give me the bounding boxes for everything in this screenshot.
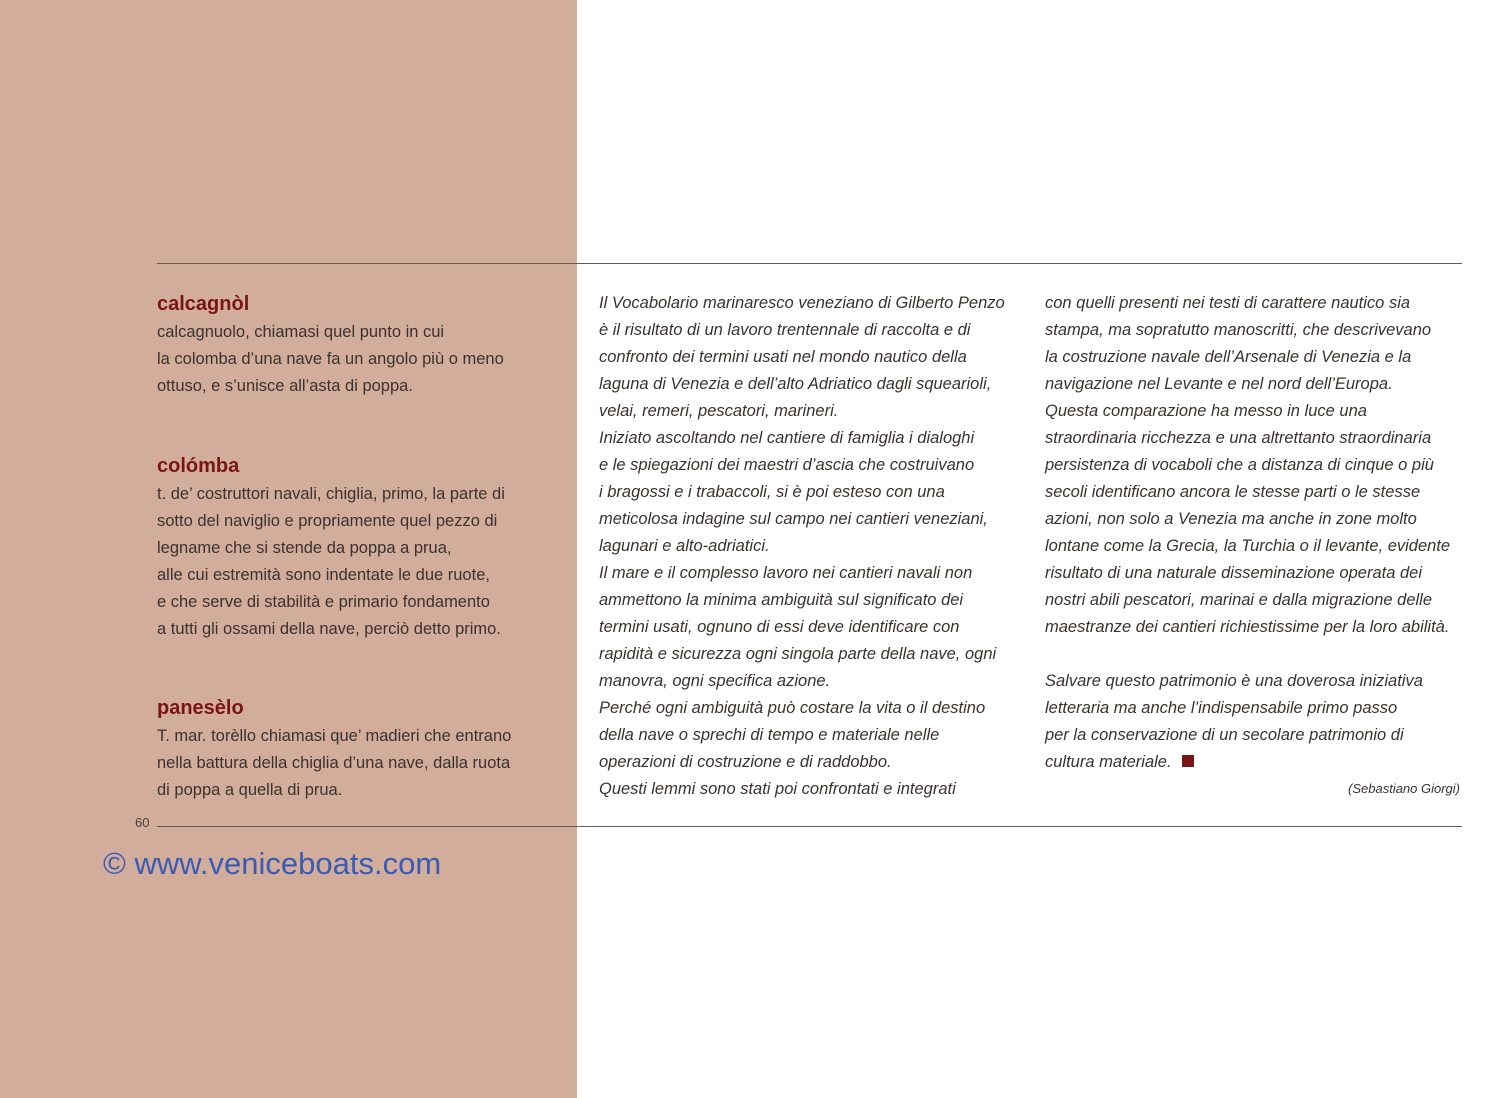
essay-column-2 bbox=[1045, 290, 1475, 776]
watermark-text: © www.veniceboats.com bbox=[103, 846, 442, 881]
essay-column-2-text: con quelli presenti nei testi di carattere nautico sia stampa, ma sopratutto manoscritti, che descrivevano la costruzione navale dell’Arsenale di Venezia e la navigazione nel Levante e nel nord dell’Europa. Questa comparazione ha messo in luce una straordinaria ricchezza e una altrettanto straordinaria persistenza di vocaboli che a distanza di cinque o più secoli identificano ancora le stesse parti o le stesse azioni, non solo a Venezia ma anche in zone molto lontane come la Grecia, la Turchia o il levante, evidente risultato di una naturale disseminazione operata dei nostri abili pescatori, marinai e dalla migrazione delle maestranze dei cantieri richiestissime per la loro abilità. Salvare questo patrimonio è una doverosa iniziativa letteraria ma anche l’indispensabile primo passo per la conservazione di un secolare patrimonio di cultura materiale. bbox=[1045, 294, 1451, 771]
glossary-term: colómba bbox=[157, 455, 240, 477]
glossary-entry-colomba bbox=[157, 453, 557, 643]
bottom-rule bbox=[157, 826, 1462, 827]
glossary-definition: T. mar. torèllo chiamasi que’ madieri che entrano nella battura della chiglia d’una nave, dalla ruota di poppa a quella di prua. bbox=[157, 727, 512, 799]
glossary-definition: t. de’ costruttori navali, chiglia, primo, la parte di sotto del naviglio e propriamente quel pezzo di legname che si stende da poppa a prua, alle cui estremità sono indentate le due ruote, e che serve di stabilità e primario fondamento a tutti gli ossami della nave, perciò detto primo. bbox=[157, 485, 505, 638]
essay-column-1: Il Vocabolario marinaresco veneziano di Gilberto Penzo è il risultato di un lavoro trentennale di raccolta e di confronto dei termini usati nel mondo nautico della laguna di Venezia e dell’alto Adriatico dagli squearioli, velai, remeri, pescatori, marineri. Iniziato ascoltando nel cantiere di famiglia i dialoghi e le spiegazioni dei maestri d’ascia che costruivano i bragossi e i trabaccoli, si è poi esteso con una meticolosa indagine sul campo nei cantieri veneziani, lagunari e alto-adriatici. Il mare e il complesso lavoro nei cantieri navali non ammettono la minima ambiguità sul significato dei termini usati, ognuno di essi deve identificare con rapidità e sicurezza ogni singola parte della nave, ogni manovra, ogni specifica azione. Perché ogni ambiguità può costare la vita o il destino della nave o sprechi di tempo e materiale nelle operazioni di costruzione e di raddobbo. Questi lemmi sono stati poi confrontati e integrati bbox=[599, 294, 1005, 798]
glossary-definition: calcagnuolo, chiamasi quel punto in cui la colomba d’una nave fa un angolo più o meno ottuso, e s’unisce all’asta di poppa. bbox=[157, 323, 504, 395]
glossary-entry-paneselo bbox=[157, 695, 557, 804]
glossary-term: panesèlo bbox=[157, 697, 244, 719]
end-mark-square-icon bbox=[1182, 755, 1194, 767]
glossary-term: calcagnòl bbox=[157, 293, 250, 315]
top-rule bbox=[157, 263, 1462, 264]
author-signature: (Sebastiano Giorgi) bbox=[1348, 781, 1460, 796]
page-number: 60 bbox=[135, 815, 150, 830]
glossary-entry-calcagnol bbox=[157, 291, 557, 400]
